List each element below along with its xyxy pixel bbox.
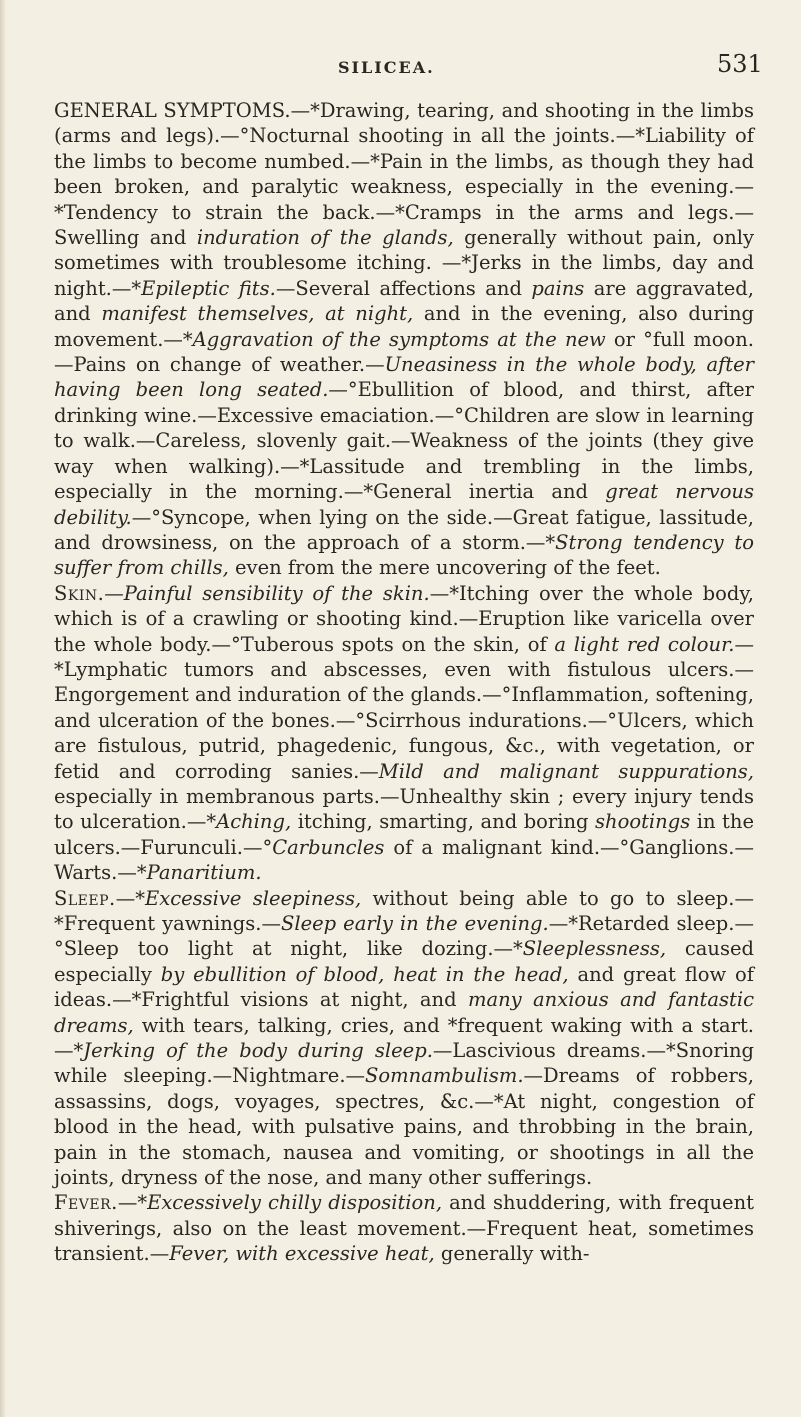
text-run: —Several affections and: [275, 276, 532, 300]
text-run: —*Drawing, tearing, and shooting in the limbs (arms and legs).—°Nocturnal shooting in all the joints.—*Liability of the limbs to become numbed.—*Pain in the limbs, as though they had been broken, and paralytic weakness, especially in the evening.—*Tendency to strain the back.—*Cramps in the arms and legs.—Swelling and: [54, 99, 754, 250]
italic-phrase: Panaritium.: [146, 861, 262, 885]
text-run: of a malignant kind.—°Ganglions.—Warts.—*: [54, 835, 754, 885]
text-run: without being able to go to sleep.—*Frequent yawnings.—: [54, 886, 754, 935]
body-text: [54, 98, 754, 1267]
text-run: —*Itching over the whole body, which is of a crawling or shooting kind.—Eruption like varicella over the whole body.—°Tuberous spots on the skin, of: [54, 581, 754, 656]
italic-phrase: a light red colour.: [554, 632, 735, 656]
italic-phrase: Mild and malignant suppurations,: [378, 759, 754, 783]
page-edge-shadow: [0, 0, 6, 1417]
italic-phrase: Sleeplessness,: [522, 937, 667, 961]
italic-phrase: pains: [531, 276, 585, 300]
text-run: with tears, talking, cries, and *frequent waking with a start.—*: [54, 1013, 754, 1063]
italic-phrase: many anxious and fantastic dreams,: [54, 988, 754, 1037]
section-general-symptoms: [54, 98, 754, 581]
italic-phrase: manifest themselves, at night,: [101, 302, 414, 326]
text-run: and in the evening, also during movement.—*: [54, 302, 754, 351]
section-sleep: [54, 886, 754, 1191]
text-run: caused especially: [54, 937, 754, 986]
text-run: even from the mere uncovering of the feet.: [228, 556, 661, 580]
italic-phrase: Aching,: [216, 810, 292, 834]
section-heading: Skin.: [54, 581, 105, 605]
text-run: —*: [117, 1191, 148, 1215]
text-run: and shuddering, with frequent shiverings, also on the least movement.—Frequent heat, sometimes transient.—: [54, 1191, 754, 1266]
italic-phrase: shootings: [595, 810, 691, 834]
italic-phrase: induration of the glands,: [196, 226, 454, 250]
text-run: —*Lymphatic tumors and abscesses, even with fistulous ulcers.—Engorgement and induration of the glands.—°Inflammation, softening, and ulceration of the bones.—°Scirrhous indurations.—°Ulcers, which are fistulous, putrid, phagedenic, fungous, &c., with vegetation, or fetid and corroding sanies.—: [54, 632, 754, 783]
section-fever: [54, 1190, 754, 1266]
text-run: —*: [115, 886, 145, 910]
text-run: —°Ebullition of blood, and thirst, after drinking wine.—Excessive emaciation.—°Children are slow in learning to walk.—Careless, slovenly gait.—Weakness of the joints (they give way when walking).—*Lassitude and trembling in the limbs, especially in the morning.—*General inertia and: [54, 378, 755, 504]
text-run: in the ulcers.—Furunculi.—°: [54, 810, 754, 859]
italic-phrase: Somnambulism.: [365, 1064, 524, 1088]
page-header: [0, 50, 801, 90]
italic-phrase: Aggravation of the symptoms at the new: [192, 327, 606, 351]
text-run: —Dreams of robbers, assassins, dogs, voyages, spectres, &c.—*At night, congestion of blood in the head, with pulsative pains, and throbbing in the brain, pain in the stomach, nausea and vomiting, or shootings in all the joints, dryness of the nose, and many other sufferings.: [54, 1064, 754, 1190]
italic-phrase: Fever, with excessive heat,: [169, 1242, 435, 1266]
text-run: generally without pain, only sometimes with troublesome itching. —*Jerks in the limbs, day and night.—*: [54, 226, 755, 300]
italic-phrase: Epileptic fits.: [141, 276, 276, 300]
text-run: —: [104, 581, 124, 605]
text-run: are aggravated, and: [54, 276, 754, 326]
italic-phrase: Strong tendency to suffer from chills,: [54, 530, 754, 580]
text-run: —Lascivious dreams.—*Snoring while sleeping.—Nightmare.—: [54, 1039, 755, 1088]
text-run: —*Retarded sleep.—°Sleep too light at night, like dozing.—*: [54, 912, 754, 961]
text-run: itching, smarting, and boring: [291, 810, 596, 834]
italic-phrase: by ebullition of blood, heat in the head,: [160, 962, 569, 986]
section-skin: [54, 581, 754, 886]
italic-phrase: Jerking of the body during sleep.: [83, 1039, 433, 1063]
italic-phrase: Carbuncles: [272, 835, 385, 859]
text-run: generally with-: [434, 1242, 590, 1266]
running-head: SILICEA.: [338, 58, 435, 77]
section-heading: Sleep.: [54, 886, 116, 910]
page-number: 531: [717, 50, 763, 78]
italic-phrase: Sleep early in the evening.: [281, 912, 549, 935]
italic-phrase: Excessively chilly disposition,: [147, 1191, 443, 1215]
text-run: especially in membranous parts.—Unhealthy skin ; every injury tends to ulceration.—*: [54, 784, 754, 834]
section-heading: GENERAL SYMPTOMS.: [54, 99, 291, 122]
section-heading: Fever.: [54, 1191, 118, 1215]
text-run: or °full moon.—Pains on change of weather.—: [54, 327, 754, 377]
italic-phrase: Painful sensibility of the skin.: [123, 581, 430, 605]
text-run: and great flow of ideas.—*Frightful visions at night, and: [54, 962, 755, 1012]
italic-phrase: great nervous debility.: [54, 480, 754, 529]
italic-phrase: Uneasiness in the whole body, after having been long seated.: [54, 353, 754, 402]
italic-phrase: Excessive sleepiness,: [144, 886, 362, 910]
text-run: —°Syncope, when lying on the side.—Great fatigue, lassitude, and drowsiness, on the approach of a storm.—*: [54, 505, 754, 554]
